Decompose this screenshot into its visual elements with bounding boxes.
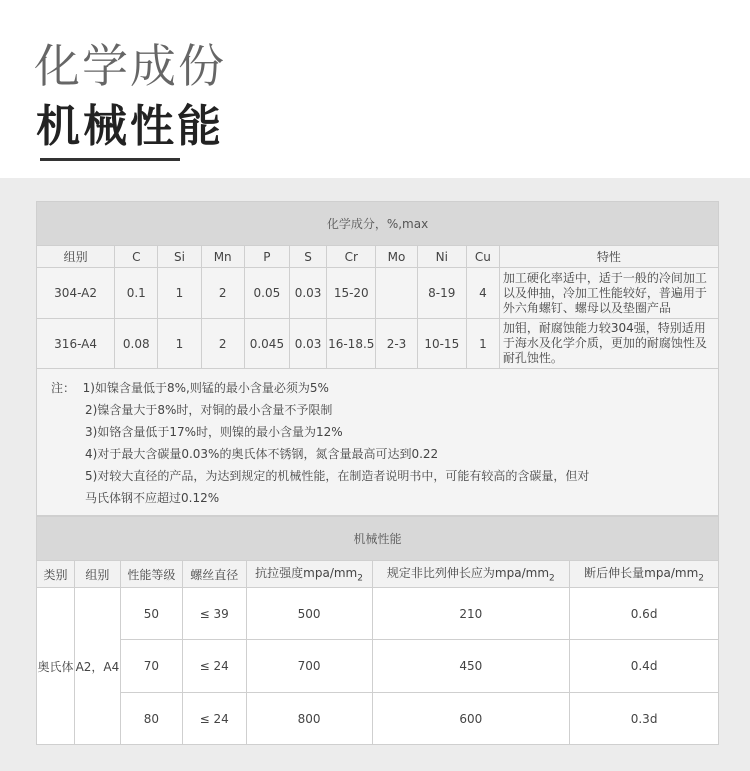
column-header bbox=[246, 561, 372, 588]
table-row bbox=[37, 319, 719, 369]
column-header: Mo bbox=[376, 246, 417, 268]
cell-c: 0.1 bbox=[115, 268, 158, 319]
column-header bbox=[570, 561, 719, 588]
column-header-text: 抗拉强度mpa/mm bbox=[255, 566, 358, 581]
cell-mo: 2-3 bbox=[376, 319, 417, 369]
unit-subscript: 2 bbox=[549, 573, 555, 584]
column-header: 类别 bbox=[37, 561, 75, 588]
cell-feature: 加工硬化率适中，适于一般的冷间加工以及伸抽，冷加工性能较好，普遍用于外六角螺钉、螺母以及垫圈产品 bbox=[499, 268, 718, 319]
unit-subscript: 2 bbox=[698, 573, 704, 584]
column-header bbox=[372, 561, 570, 588]
note-item: 5)对较大直径的产品，为达到规定的机械性能，在制造者说明书中，可能有较高的含碳量，但对 bbox=[85, 469, 590, 483]
cell-cr: 16-18.5 bbox=[327, 319, 376, 369]
page-header bbox=[0, 0, 750, 178]
table-row bbox=[37, 640, 719, 693]
page-title-chemical: 化学成份 bbox=[34, 39, 226, 93]
column-header: S bbox=[290, 246, 327, 268]
cell-mo bbox=[376, 268, 417, 319]
cell-si: 1 bbox=[158, 319, 201, 369]
cell-yield: 600 bbox=[372, 693, 570, 745]
table-row bbox=[37, 588, 719, 640]
cell-ni: 10-15 bbox=[417, 319, 466, 369]
column-header: 组别 bbox=[74, 561, 120, 588]
cell-yield: 210 bbox=[372, 588, 570, 640]
cell-mn: 2 bbox=[201, 319, 244, 369]
note-item: 3)如铬含量低于17%时，则镍的最小含量为12% bbox=[85, 425, 343, 439]
table-row bbox=[37, 693, 719, 745]
page-title-mechanical: 机械性能 bbox=[36, 101, 224, 152]
cell-feature: 加钼，耐腐蚀能力较304强，特别适用于海水及化学介质，更加的耐腐蚀性及耐孔蚀性。 bbox=[499, 319, 718, 369]
cell-cu: 4 bbox=[466, 268, 499, 319]
cell-group: 304-A2 bbox=[37, 268, 115, 319]
cell-diameter: ≤ 24 bbox=[182, 693, 246, 745]
cell-c: 0.08 bbox=[115, 319, 158, 369]
column-header: 组别 bbox=[37, 246, 115, 268]
column-header: Ni bbox=[417, 246, 466, 268]
cell-grade: 70 bbox=[120, 640, 182, 693]
cell-s: 0.03 bbox=[290, 319, 327, 369]
cell-diameter: ≤ 39 bbox=[182, 588, 246, 640]
column-header: P bbox=[244, 246, 289, 268]
cell-mn: 2 bbox=[201, 268, 244, 319]
unit-subscript: 2 bbox=[357, 573, 363, 584]
cell-s: 0.03 bbox=[290, 268, 327, 319]
column-header: C bbox=[115, 246, 158, 268]
cell-group: 316-A4 bbox=[37, 319, 115, 369]
cell-p: 0.05 bbox=[244, 268, 289, 319]
table-caption: 机械性能 bbox=[37, 517, 719, 561]
column-header: Cu bbox=[466, 246, 499, 268]
column-header: 性能等级 bbox=[120, 561, 182, 588]
note-item: 4)对于最大含碳量0.03%的奥氏体不锈钢，氮含量最高可达到0.22 bbox=[85, 447, 439, 461]
cell-elongation: 0.4d bbox=[570, 640, 719, 693]
table-caption: 化学成分，%,max bbox=[37, 202, 719, 246]
column-header: Cr bbox=[327, 246, 376, 268]
cell-elongation: 0.3d bbox=[570, 693, 719, 745]
cell-diameter: ≤ 24 bbox=[182, 640, 246, 693]
notes-block bbox=[37, 369, 719, 516]
cell-group: A2，A4 bbox=[74, 588, 120, 745]
column-header: Mn bbox=[201, 246, 244, 268]
mechanical-properties-table bbox=[36, 516, 719, 745]
cell-yield: 450 bbox=[372, 640, 570, 693]
cell-ni: 8-19 bbox=[417, 268, 466, 319]
note-item: 马氏体钢不应超过0.12% bbox=[85, 491, 220, 505]
notes-label: 注： bbox=[51, 381, 76, 395]
cell-category: 奥氏体 bbox=[37, 588, 75, 745]
cell-cr: 15-20 bbox=[327, 268, 376, 319]
cell-tensile: 700 bbox=[246, 640, 372, 693]
note-item: 1)如镍含量低于8%,则锰的最小含量必须为5% bbox=[82, 381, 329, 395]
column-header-text: 断后伸长量mpa/mm bbox=[584, 566, 699, 581]
column-header-text: 规定非比列伸长应为mpa/mm bbox=[386, 566, 550, 581]
notes-row bbox=[37, 369, 719, 516]
cell-tensile: 500 bbox=[246, 588, 372, 640]
note-item: 2)镍含量大于8%时，对铜的最小含量不予限制 bbox=[85, 403, 333, 417]
cell-grade: 50 bbox=[120, 588, 182, 640]
cell-tensile: 800 bbox=[246, 693, 372, 745]
cell-elongation: 0.6d bbox=[570, 588, 719, 640]
cell-cu: 1 bbox=[466, 319, 499, 369]
table-row bbox=[37, 268, 719, 319]
cell-p: 0.045 bbox=[244, 319, 289, 369]
chemical-composition-table bbox=[36, 201, 719, 516]
column-header: 螺丝直径 bbox=[182, 561, 246, 588]
column-header: Si bbox=[158, 246, 201, 268]
cell-grade: 80 bbox=[120, 693, 182, 745]
cell-si: 1 bbox=[158, 268, 201, 319]
title-underline bbox=[40, 158, 180, 161]
column-header: 特性 bbox=[499, 246, 718, 268]
